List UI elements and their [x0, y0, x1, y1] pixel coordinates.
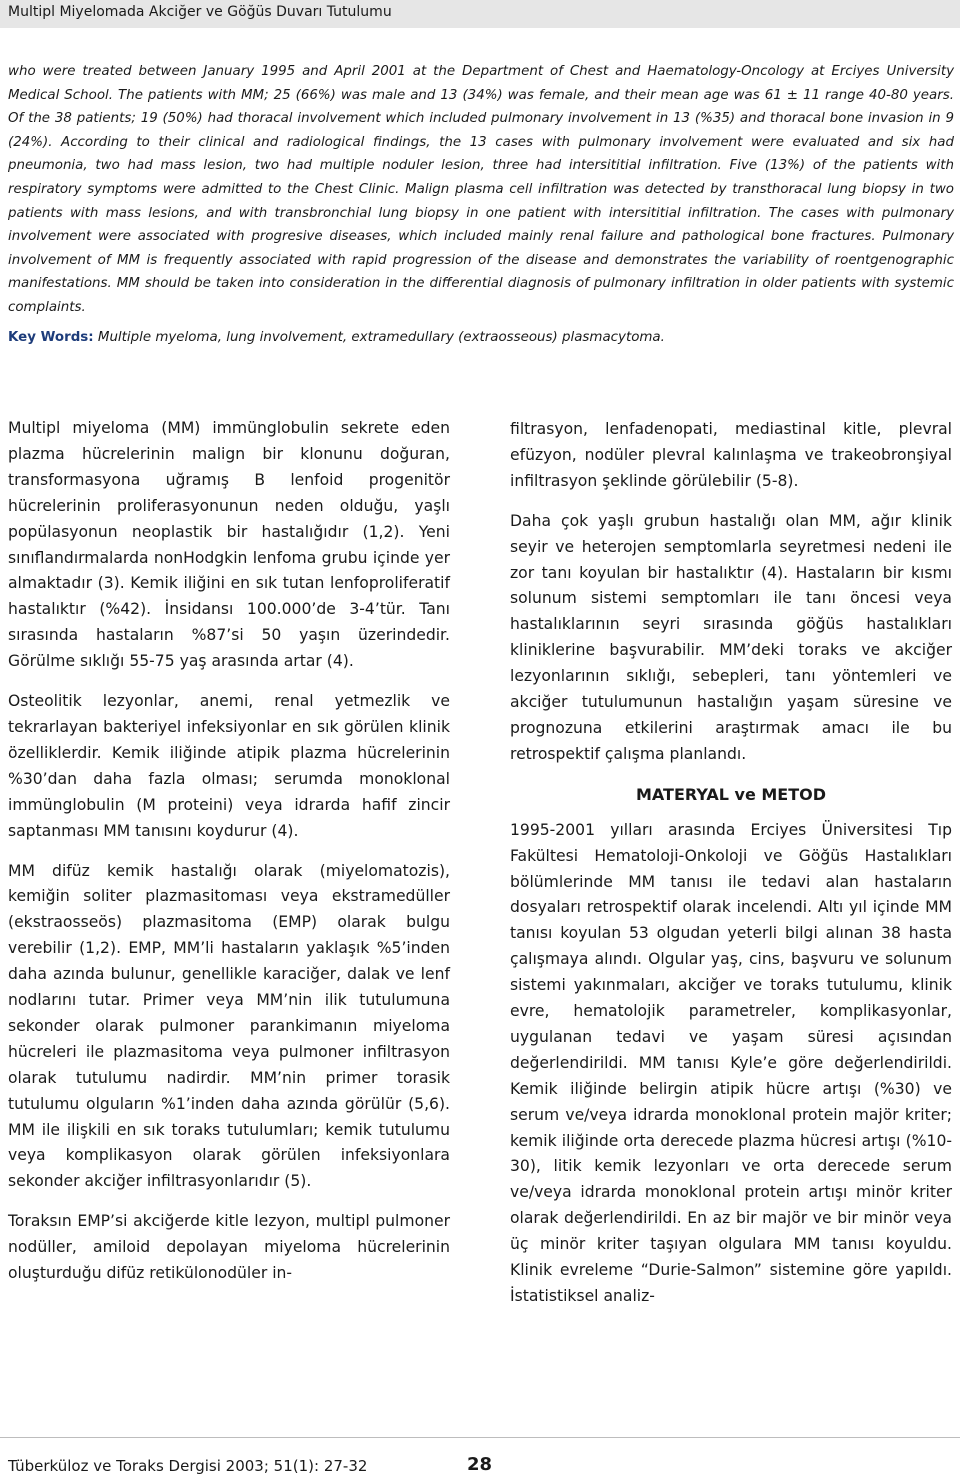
abstract-text: who were treated between January 1995 and April 2001 at the Department of Chest and Haematology-Oncology at Erciyes University Medical School. The patients with MM; 25 (66%) was male and 13 (34%) was female, and their mean age was 61 ± 11 range 40-80 years. Of the 38 patients; 19 (50%) had thoracal involvement which included pulmonary involvement in 13 (%35) and thoracal bone invasion in 9 (24%). According to their clinical and radiological findings, the 13 cases with pulmonary involvement were evaluated and six had pneumonia, two had mass lesion, two had multiple noduler lesion, three had intersititial infiltration. Five (13%) of the patients with respiratory symptoms were admitted to the Chest Clinic. Malign plasma cell infiltration was detected by transthoracal lung biopsy in two patients with mass lesions, and with transbronchial lung biopsy in one patient with intersititial infiltration. The cases with pulmonary involvement were associated with progresive diseases, which included mainly renal failure and pathological bone fractures. Pulmonary involvement of MM is frequently associated with rapid progression of the disease and demonstrates the variability of roentgenographic manifestations. MM should be taken into consideration in the differential diagnosis of pulmonary infiltration in older patients with systemic complaints.: [8, 64, 954, 315]
running-title: Multipl Miyelomada Akciğer ve Göğüs Duvarı Tutulumu: [8, 4, 392, 20]
left-paragraph-3: MM difüz kemik hastalığı olarak (miyelomatozis), kemiğin soliter plazmasitoması veya ekstramedüller (ekstraosseös) plazmasitoma (EMP) olarak bulgu verebilir (1,2). EMP, MM’li hastaların yaklaşık %5’inden daha azında bulunur, genellikle karaciğer, dalak ve lenf nodlarını tutar. Primer veya MM’nin ilik tutulumuna sekonder olarak pulmoner parankimanın miyeloma hücreleri ile plazmasitoma veya pulmoner infiltrasyon olarak tutulumu nadirdir. MM’nin primer torasik tutulumu olguların %1’inden daha azında görülür (5,6). MM ile ilişkili en sık toraks tutulumları; kemik tutulumu veya komplikasyon olarak görülen infeksiyonlara sekonder akciğer infiltrasyonlarıdır (5).: [8, 861, 450, 1191]
footer-divider: [0, 1437, 960, 1438]
left-paragraph-1: Multipl miyeloma (MM) immünglobulin sekrete eden plazma hücrelerinin malign bir klonunu doğuran, transformasyona uğramış B lenfoid progenitör hücrelerinin proliferasyonunun neden olduğu, yaşlı popülasyonun neoplastik bir hastalığıdır (1,2). Yeni sınıflandırmalarda nonHodgkin lenfoma grubu içinde yer almaktadır (3). Kemik iliğini en sık tutan lenfoproliferatif hastalıktır (%42). İnsidansı 100.000’de 3-4’tür. Tanı sırasında hastaların %87’si 50 yaşın üzerindedir. Görülme sıklığı 55-75 yaş arasında artar (4).: [8, 419, 450, 671]
page-number: 28: [467, 1454, 493, 1475]
running-header: [0, 0, 960, 28]
left-column: [8, 416, 450, 1301]
journal-citation: Tüberküloz ve Toraks Dergisi 2003; 51(1): 27-32: [8, 1457, 368, 1475]
keywords-text: Multiple myeloma, lung involvement, extramedullary (extraosseous) plasmacytoma.: [97, 329, 665, 345]
right-column: [510, 417, 952, 1324]
left-paragraph-4: Toraksın EMP’si akciğerde kitle lezyon, multipl pulmoner nodüller, amiloid depolayan miyeloma hücrelerinin oluşturduğu difüz retikülonodüler in-: [8, 1212, 450, 1283]
right-paragraph-1: filtrasyon, lenfadenopati, mediastinal kitle, plevral efüzyon, nodüler plevral kalınlaşma ve trakeobronşiyal infiltrasyon şeklinde görülebilir (5-8).: [510, 420, 952, 490]
abstract: [8, 60, 954, 349]
right-paragraph-2: Daha çok yaşlı grubun hastalığı olan MM, ağır klinik seyir ve heterojen semptomlarla seyretmesi nedeni ile zor tanı koyulan bir hastalıktır (4). Hastaların bir kısmı solunum sistemi semptomları ile tanı öncesi veya hastalıklarının seyri sırasında göğüs hastalıkları kliniklerine başvurabilir. MM’deki toraks ve akciğer lezyonlarının sıklığı, sebepleri, tanı yöntemleri ve akciğer tutulumunun hastalığın yaşam süresine ve prognozuna etkilerini araştırmak amacı ile bu retrospektif çalışma planlandı.: [510, 511, 952, 763]
left-paragraph-2: Osteolitik lezyonlar, anemi, renal yetmezlik ve tekrarlayan bakteriyel infeksiyonlar en sık görülen klinik özelliklerdir. Kemik iliğinde atipik plazma hücrelerinin %30’dan daha fazla olması; serumda monoklonal immünglobulin (M proteini) veya idrarda hafif zincir saptanması MM tanısını koydurur (4).: [8, 692, 450, 840]
right-paragraph-3: 1995-2001 yılları arasında Erciyes Üniversitesi Tıp Fakültesi Hematoloji-Onkoloji ve Göğüs Hastalıkları bölümlerinde MM tanısı ile tedavi alan hastaların dosyaları retrospektif olarak incelendi. Altı yıl içinde MM tanısı koyulan 53 olgudan yeterli bilgi alınan 38 hasta çalışmaya alındı. Olgular yaş, cins, başvuru ve solunum sistemi yakınmaları, akciğer ve toraks tutulumu, klinik evre, hematolojik parametreler, komplikasyonlar, uygulanan tedavi ve yaşam süresi açısından değerlendirildi. MM tanısı Kyle’e göre değerlendirildi. Kemik iliğinde belirgin atipik hücre artışı (%30) ve serum ve/veya idrarda monoklonal protein majör kriter; kemik iliğinde orta derecede plazma hücresi artışı (%10-30), litik kemik lezyonları ve orta derecede serum ve/veya idrarda monoklonal protein artışı minör kriter olarak değerlendirildi. En az bir majör ve bir minör veya üç minör kriter taşıyan olgulara MM tanısı koyuldu. Klinik evreleme “Durie-Salmon” sistemine göre yapıldı. İstatistiksel analiz-: [510, 820, 952, 1305]
keywords-label: Key Words:: [8, 329, 94, 345]
section-heading-materyal-metod: MATERYAL ve METOD: [635, 784, 827, 804]
keywords: [8, 326, 954, 350]
